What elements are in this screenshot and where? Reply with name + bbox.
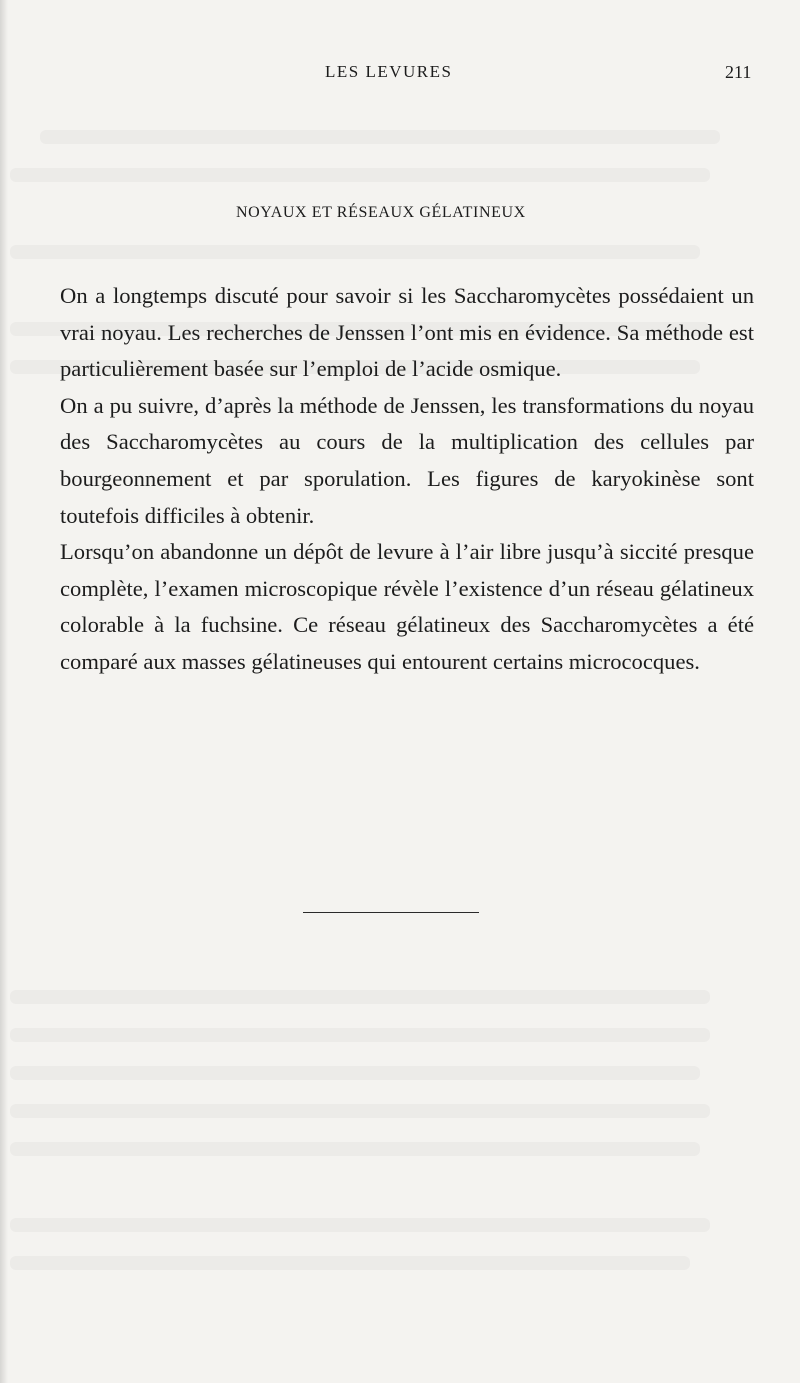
page-gutter-shadow [0,0,8,1383]
paragraph: On a pu suivre, d’après la méthode de Jenssen, les transformations du noyau des Saccharomycètes au cours de la multiplication des cellules par bourgeonnement et par sporulation. Les figures de karyokinèse sont toutefois difficiles à obtenir. [60,392,754,528]
running-title: LES LEVURES [325,62,453,81]
page-number: 211 [725,62,752,82]
paragraph: On a longtemps discuté pour savoir si les Saccharomycètes possédaient un vrai noyau. Les recherches de Jenssen l’ont mis en évidence. Sa méthode est particulièrement basée sur l’emploi de l’acide osmique. [60,283,754,382]
body-text [60,278,754,681]
end-rule [303,912,479,913]
section-heading: NOYAUX ET RÉSEAUX GÉLATINEUX [236,204,526,221]
running-header [0,62,800,90]
paragraph: Lorsqu’on abandonne un dépôt de levure à l’air libre jusqu’à siccité presque complète, l’examen microscopique révèle l’existence d’un réseau gélatineux colorable à la fuchsine. Ce réseau gélatineux des Saccharomycètes a été comparé aux masses gélatineuses qui entourent certains micrococques. [60,539,754,674]
